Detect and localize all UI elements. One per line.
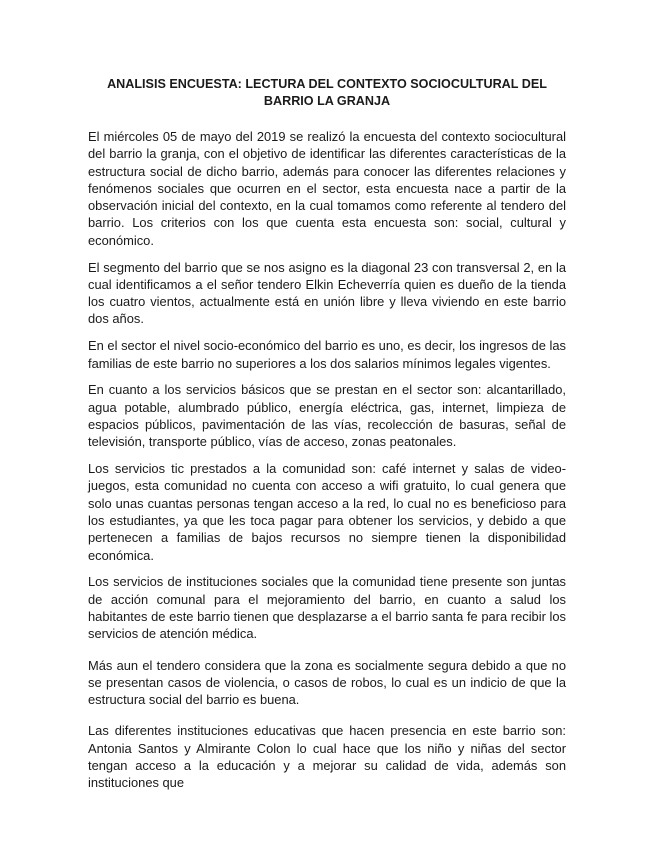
paragraph-educational-institutions: Las diferentes instituciones educativas que hacen presencia en este barrio son: Antonia Santos y Almirante Colon lo cual hace que los niño y niñas del sector tengan acceso a la educación y a mejorar su calidad de vida, además son instituciones que [88,723,566,791]
document-body [88,128,566,801]
document-title: ANALISIS ENCUESTA: LECTURA DEL CONTEXTO SOCIOCULTURAL DEL BARRIO LA GRANJA [107,77,547,108]
paragraph-tic-services: Los servicios tic prestados a la comunidad son: café internet y salas de video-juegos, esta comunidad no cuenta con acceso a wifi gratuito, lo cual genera que solo unas cuantas personas tengan acceso a la red, lo cual no es beneficioso para los estudiantes, ya que les toca pagar para obtener los servicios, y debido a que pertenecen a familias de bajos recursos no siempre tienen la disponibilidad económica. [88,461,566,563]
paragraph-social-institutions: Los servicios de instituciones sociales que la comunidad tiene presente son juntas de acción comunal para el mejoramiento del barrio, en cuanto a salud los habitantes de este barrio tienen que desplazarse a el barrio santa fe para recibir los servicios de atención médica. [88,574,566,642]
paragraph-assigned-segment: El segmento del barrio que se nos asigno es la diagonal 23 con transversal 2, en la cual identificamos a el señor tendero Elkin Echeverría quien es dueño de la tienda los cuatro vientos, actualmente está en unión libre y lleva viviendo en este barrio dos años. [88,259,566,327]
paragraph-safety: Más aun el tendero considera que la zona es socialmente segura debido a que no se presentan casos de violencia, o casos de robos, lo cual es un indicio de que la estructura social del barrio es buena. [88,657,566,708]
paragraph-socioeconomic-level: En el sector el nivel socio-económico del barrio es uno, es decir, los ingresos de las familias de este barrio no superiores a los dos salarios mínimos legales vigentes. [88,338,566,371]
paragraph-basic-services: En cuanto a los servicios básicos que se prestan en el sector son: alcantarillado, agua potable, alumbrado público, energía eléctrica, gas, internet, limpieza de espacios públicos, pavimentación de las vías, recolección de basuras, señal de televisión, transporte público, vías de acceso, zonas peatonales. [88,382,566,450]
paragraph-survey-intro: El miércoles 05 de mayo del 2019 se realizó la encuesta del contexto sociocultural del barrio la granja, con el objetivo de identificar las diferentes características de la estructura social de dicho barrio, además para conocer las diferentes relaciones y fenómenos sociales que ocurren en el sector, esta encuesta nace a partir de la observación inicial del contexto, en la cual tomamos como referente al tendero del barrio. Los criterios con los que cuenta esta encuesta son: social, cultural y económico. [88,129,566,248]
